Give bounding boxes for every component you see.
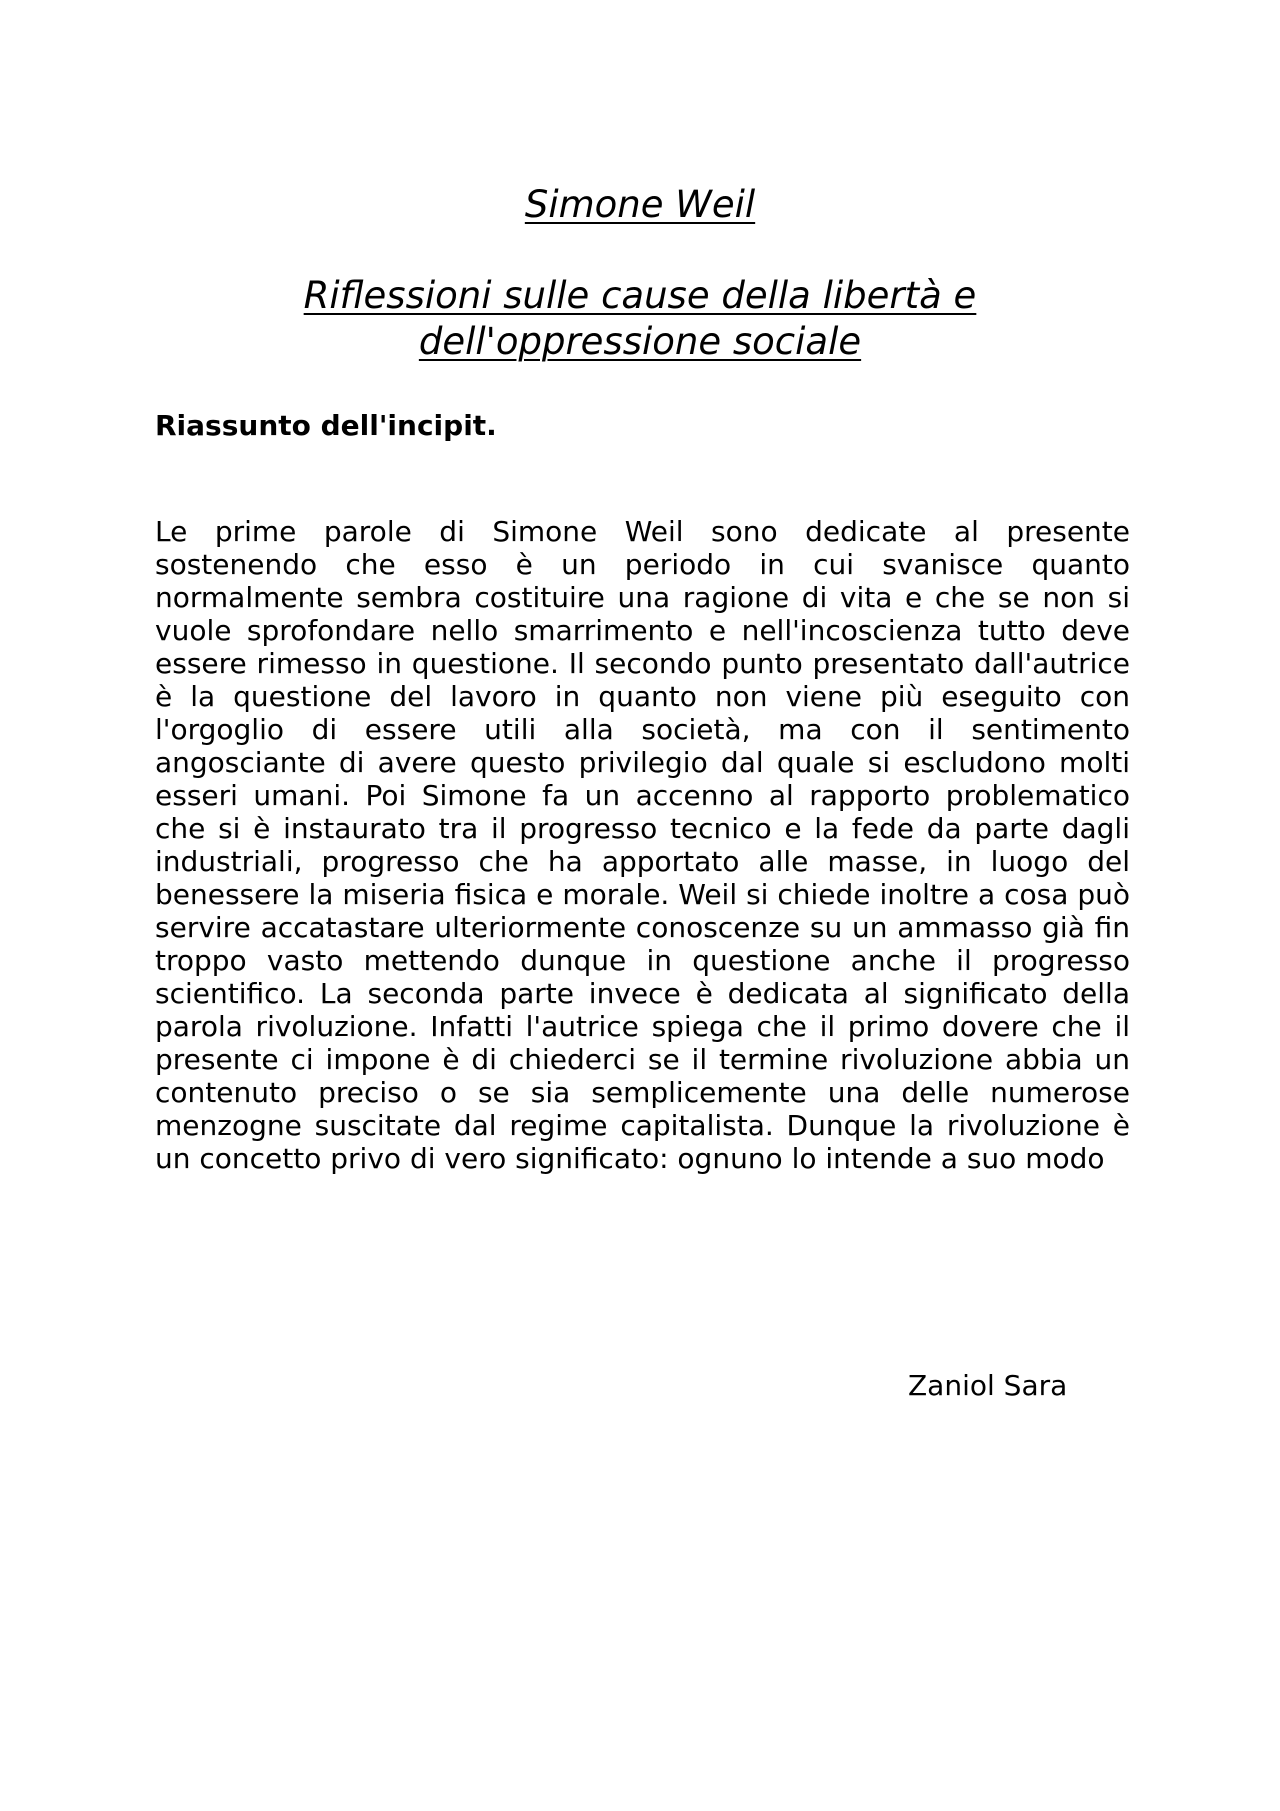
work-title-line-1: Riflessioni sulle cause della libertà e (303, 274, 977, 317)
author-title: Simone Weil (524, 183, 756, 226)
work-title (240, 273, 1040, 365)
section-heading: Riassunto dell'incipit. (155, 409, 497, 442)
signature: Zaniol Sara (908, 1369, 1068, 1402)
work-title-line-2: dell'oppressione sociale (418, 320, 862, 363)
body-paragraph: Le prime parole di Simone Weil sono dedicate al presente sostenendo che esso è un periodo in cui svanisce quanto normalmente sembra costituire una ragione di vita e che se non si vuole sprofondare nello smarrimento e nell'incoscienza tutto deve essere rimesso in questione. Il secondo punto presentato dall'autrice è la questione del lavoro in quanto non viene più eseguito con l'orgoglio di essere utili alla società, ma con il sentimento angosciante di avere questo privilegio dal quale si escludono molti esseri umani. Poi Simone fa un accenno al rapporto problematico che si è instaurato tra il progresso tecnico e la fede da parte dagli industriali, progresso che ha apportato alle masse, in luogo del benessere la miseria fisica e morale. Weil si chiede inoltre a cosa può servire accatastare ulteriormente conoscenze su un ammasso già fin troppo vasto mettendo dunque in questione anche il progresso scientifico. La seconda parte invece è dedicata al significato della parola rivoluzione. Infatti l'autrice spiega che il primo dovere che il presente ci impone è di chiederci se il termine rivoluzione abbia un contenuto preciso o se sia semplicemente una delle numerose menzogne suscitate dal regime capitalista. Dunque la rivoluzione è un concetto privo di vero significato: ognuno lo intende a suo modo (155, 515, 1130, 1175)
